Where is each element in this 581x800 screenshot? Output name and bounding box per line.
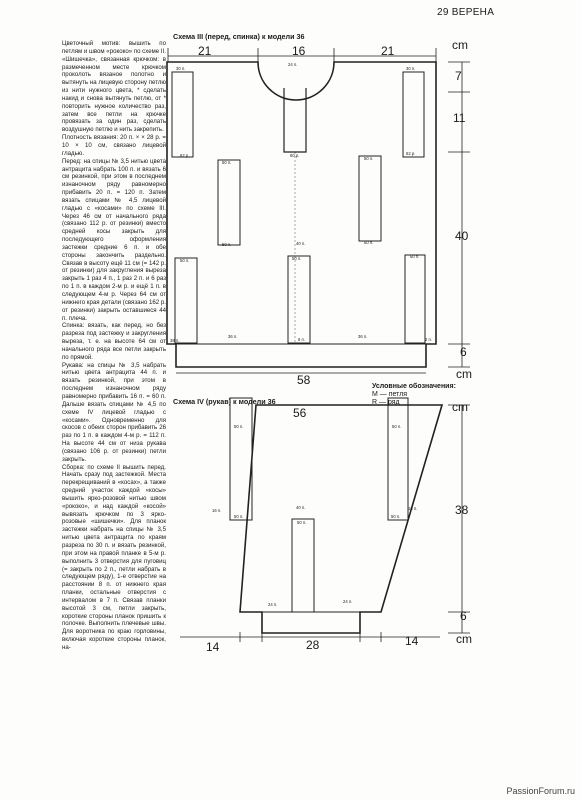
scheme4-side-dim-38: 38 <box>455 503 469 517</box>
scheme4-dim-top: 56 <box>293 406 307 420</box>
page-header: 29 ВЕРЕНА <box>437 7 495 18</box>
scheme3-dim-bottom: 58 <box>297 373 311 387</box>
paragraph-front: Перед: на спицы № 3,5 нитью цвета антрацита набрать 100 п. и вязать 6 см резинкой, при этом в последнем изнаночном ряду равномерно прибавить 20 п. = 120 п. Затем вязать спицами № 4,5 лицевой гладью с «косами» по схеме III. Через 46 см от начального ряда (связано 112 р. от резинки) вместо средней косы закрыть для последующего оформления застежки средние 6 п. и обе стороны закончить раздельно. Связав в высоту ещё 11 см (= 142 р. от резинки) для закругления выреза закрыть 1 раз 4 п., 1 раз 2 п. и 6 раз по 1 п. в каждом 2-м р. и ещё 1 п. в следующем 4-м р. Через 64 см от нижнего края детали (связано 162 р. от резинки) закрыть оставшиеся 44 п. плеча. <box>62 157 166 322</box>
scheme3-side-dim-11: 11 <box>453 111 466 125</box>
scheme3-cable-label: 60 р. <box>290 153 300 158</box>
scheme4-cable-label: 24 п. <box>343 599 353 604</box>
scheme3-cable-label: 6 п. <box>298 337 305 342</box>
paragraph-bobble: «Шишечка», связанная крючком: в размеченном месте крючком проколоть вязаное полотно и вытянуть на лицевую сторону петлю из нити нужного цвета, * сделать накид и снова вытянуть петлю, от * повторить нужное количество раз, затем все петли на крючке провязать за один раз, сделать воздушную петлю и нить закрепить. <box>62 55 166 134</box>
scheme4-cable-label: 16 п. <box>408 506 418 511</box>
scheme3-side-dim-6: 6 <box>460 345 467 359</box>
scheme3-dim-center: 16 <box>292 44 306 58</box>
scheme3-cable-label: 50 п. <box>410 254 420 259</box>
scheme4-cable-label: 24 п. <box>268 602 278 607</box>
scheme3-cable-label: 30 п. <box>406 66 416 71</box>
scheme4-dim-bottom-center: 28 <box>306 638 320 652</box>
scheme4-cable-label: 16 п. <box>212 508 222 513</box>
scheme3-cable-label: 30 п. <box>176 66 186 71</box>
scheme3-cable-label: 50 п. <box>180 258 190 263</box>
scheme4-side-unit-bottom: cm <box>456 632 472 646</box>
scheme3-dim-left: 21 <box>198 44 212 58</box>
scheme3-side-dim-40: 40 <box>455 229 469 243</box>
scheme3-cable-label: 36 п. <box>228 334 238 339</box>
scheme4-dim-bottom-right: 14 <box>405 634 419 648</box>
scheme4-cable-label: 50 п. <box>392 424 402 429</box>
scheme4-cable-label: 50 п. <box>391 514 401 519</box>
paragraph-assembly: Сборка: по схеме II вышить перед. Начать сразу под застежкой. Места перекрещиваний в «косах», а также средний участок каждой «косы» вышить ярко-розовой нитью швом «рококо», и над каждой «косой» вывязать крючком по 3 ярко-розовые «шишечки». Для планок застежки набрать на спицы № 3,5 нитью цвета антрацита по краям разреза по 30 п. и вязать резинкой, при этом на правой планке в 5-м р. выполнить 3 отверстия для пуговиц (= закрыть по 2 п., петли набрать в следующем ряду), 1-е отверстие на расстоянии 8 п. от нижнего края планки, остальные отверстия с интервалом в 7 п. Связав планки высотой 3 см, петли закрыть, короткие стороны планок пришить к полочке. Выполнить плечевые швы. Для воротника по краю горловины, включая короткие стороны планок, на- <box>62 463 166 651</box>
scheme4-side-dim-6: 6 <box>460 609 467 623</box>
scheme3-side-dim-7: 7 <box>455 69 462 83</box>
legend-item-row: R — ряд <box>372 399 400 406</box>
scheme3-cable-label: 50 п. <box>364 240 374 245</box>
scheme3-cable-label: 50 п. <box>292 256 302 261</box>
scheme3-cable-label: 62 р. <box>180 153 190 158</box>
scheme3-cable-label: 50 п. <box>222 160 232 165</box>
scheme3-cable-label: 38 п. <box>170 338 180 343</box>
watermark: PassionForum.ru <box>506 786 575 796</box>
scheme3-cable-label: 50 п. <box>364 156 374 161</box>
paragraph-gauge: Плотность вязания: 20 п. × × 28 р. = 10 × 10 см, связано лицевой гладью. <box>62 134 166 157</box>
paragraph-motif: Цветочный мотив: вышить по петлям и швом «рококо» по схеме II. <box>62 40 166 55</box>
legend-title: Условные обозначения: <box>372 383 456 390</box>
legend-item-stitch: М — петля <box>372 391 408 398</box>
scheme3-side-unit-top: cm <box>452 38 468 52</box>
scheme4-cable-label: 40 п. <box>296 505 306 510</box>
scheme3-cable-label: 62 р. <box>406 151 416 156</box>
scheme4-side-unit-top: cm <box>452 400 468 414</box>
scheme3-cable-label: 24 п. <box>288 62 298 67</box>
scheme3-dim-right: 21 <box>381 44 395 58</box>
scheme3-cable-label: 40 п. <box>296 241 306 246</box>
paragraph-back: Спинка: вязать, как перед, но без разреза под застежку и закругления выреза, т. е. на высоте 64 см от начального ряда все петли закрыть по прямой. <box>62 322 166 361</box>
scheme4-cable-label: 50 п. <box>234 424 244 429</box>
scheme3-cable-label: 36 п. <box>358 334 368 339</box>
scheme3-side-unit-bottom: cm <box>456 367 472 381</box>
scheme3-cable-label: 2 п. <box>425 337 432 342</box>
scheme3-cable-label: 50 п. <box>222 242 232 247</box>
scheme4-title: Схема IV (рукав) к модели 36 <box>173 397 276 406</box>
scheme4-cable-label: 50 п. <box>297 520 307 525</box>
scheme4-cable-label: 50 п. <box>234 514 244 519</box>
scheme4-dim-bottom-left: 14 <box>206 640 220 654</box>
paragraph-sleeves: Рукава: на спицы № 3,5 набрать нитью цвета антрацита 44 п. и вязать резинкой, при этом в последнем изнаночном ряду равномерно прибавить 16 п. = 60 п. Дальше вязать спицами № 4,5 по схеме IV лицевой гладью с «косами». Одновременно для скосов с обеих сторон прибавить 26 раз по 1 п. в каждом 4-м р. = 112 п. На высоте 44 см от низа рукава (связано 106 р. от резинки) петли закрыть. <box>62 361 166 463</box>
scheme3-title: Схема III (перед, спинка) к модели 36 <box>173 32 305 41</box>
legend <box>372 383 456 407</box>
